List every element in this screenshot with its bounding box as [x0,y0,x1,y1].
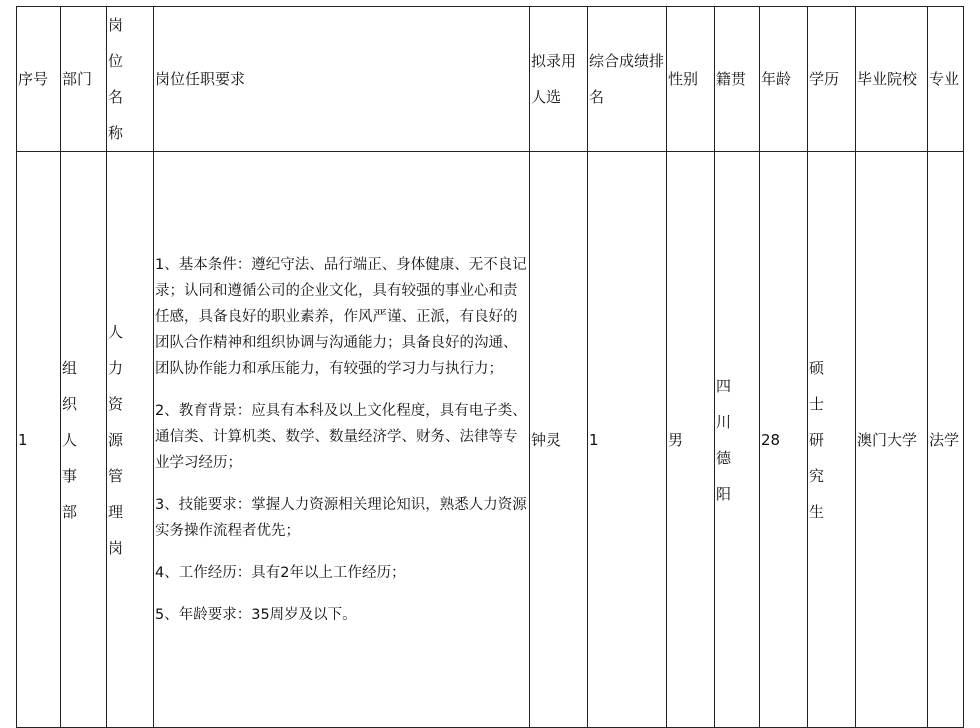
header-education: 学历 [808,7,856,152]
cell-gender: 男 [667,152,715,728]
header-major: 专业 [928,7,964,152]
requirement-education: 2、教育背景：应具有本科及以上文化程度，具有电子类、通信类、计算机类、数学、数量经济学、财务、法律等专业学习经历； [155,402,527,471]
header-row [17,7,964,152]
header-dept: 部门 [61,7,107,152]
requirement-basic: 1、基本条件：遵纪守法、品行端正、身体健康、无不良记录；认同和遵循公司的企业文化，具有较强的事业心和责任感，具备良好的职业素养，作风严谨、正派，有良好的团队合作精神和组织协调与沟通能力；具备良好的沟通、团队协作能力和承压能力，有较强的学习力与执行力； [155,256,527,377]
header-seq: 序号 [17,7,61,152]
header-position: 岗位名称 [107,7,154,152]
header-rank: 综合成绩排名 [588,7,667,152]
header-candidate: 拟录用人选 [530,7,588,152]
cell-origin: 四川德阳 [715,152,760,728]
recruitment-table [16,6,964,728]
cell-position: 人力资源管理岗 [107,152,154,728]
header-gender: 性别 [667,7,715,152]
requirement-experience: 4、工作经历：具有2年以上工作经历； [155,564,406,581]
cell-candidate: 钟灵 [530,152,588,728]
cell-major: 法学 [928,152,964,728]
cell-education: 硕士研究生 [808,152,856,728]
cell-school: 澳门大学 [856,152,928,728]
requirement-age: 5、年龄要求：35周岁及以下。 [155,606,357,623]
table-row [17,152,964,728]
header-school: 毕业院校 [856,7,928,152]
cell-requirements [154,152,530,728]
requirement-skills: 3、技能要求：掌握人力资源相关理论知识，熟悉人力资源实务操作流程者优先； [155,496,527,539]
header-requirements: 岗位任职要求 [154,7,530,152]
header-origin: 籍贯 [715,7,760,152]
cell-rank: 1 [588,152,667,728]
cell-seq: 1 [17,152,61,728]
cell-dept: 组织人事部 [61,152,107,728]
cell-age: 28 [760,152,808,728]
header-age: 年龄 [760,7,808,152]
